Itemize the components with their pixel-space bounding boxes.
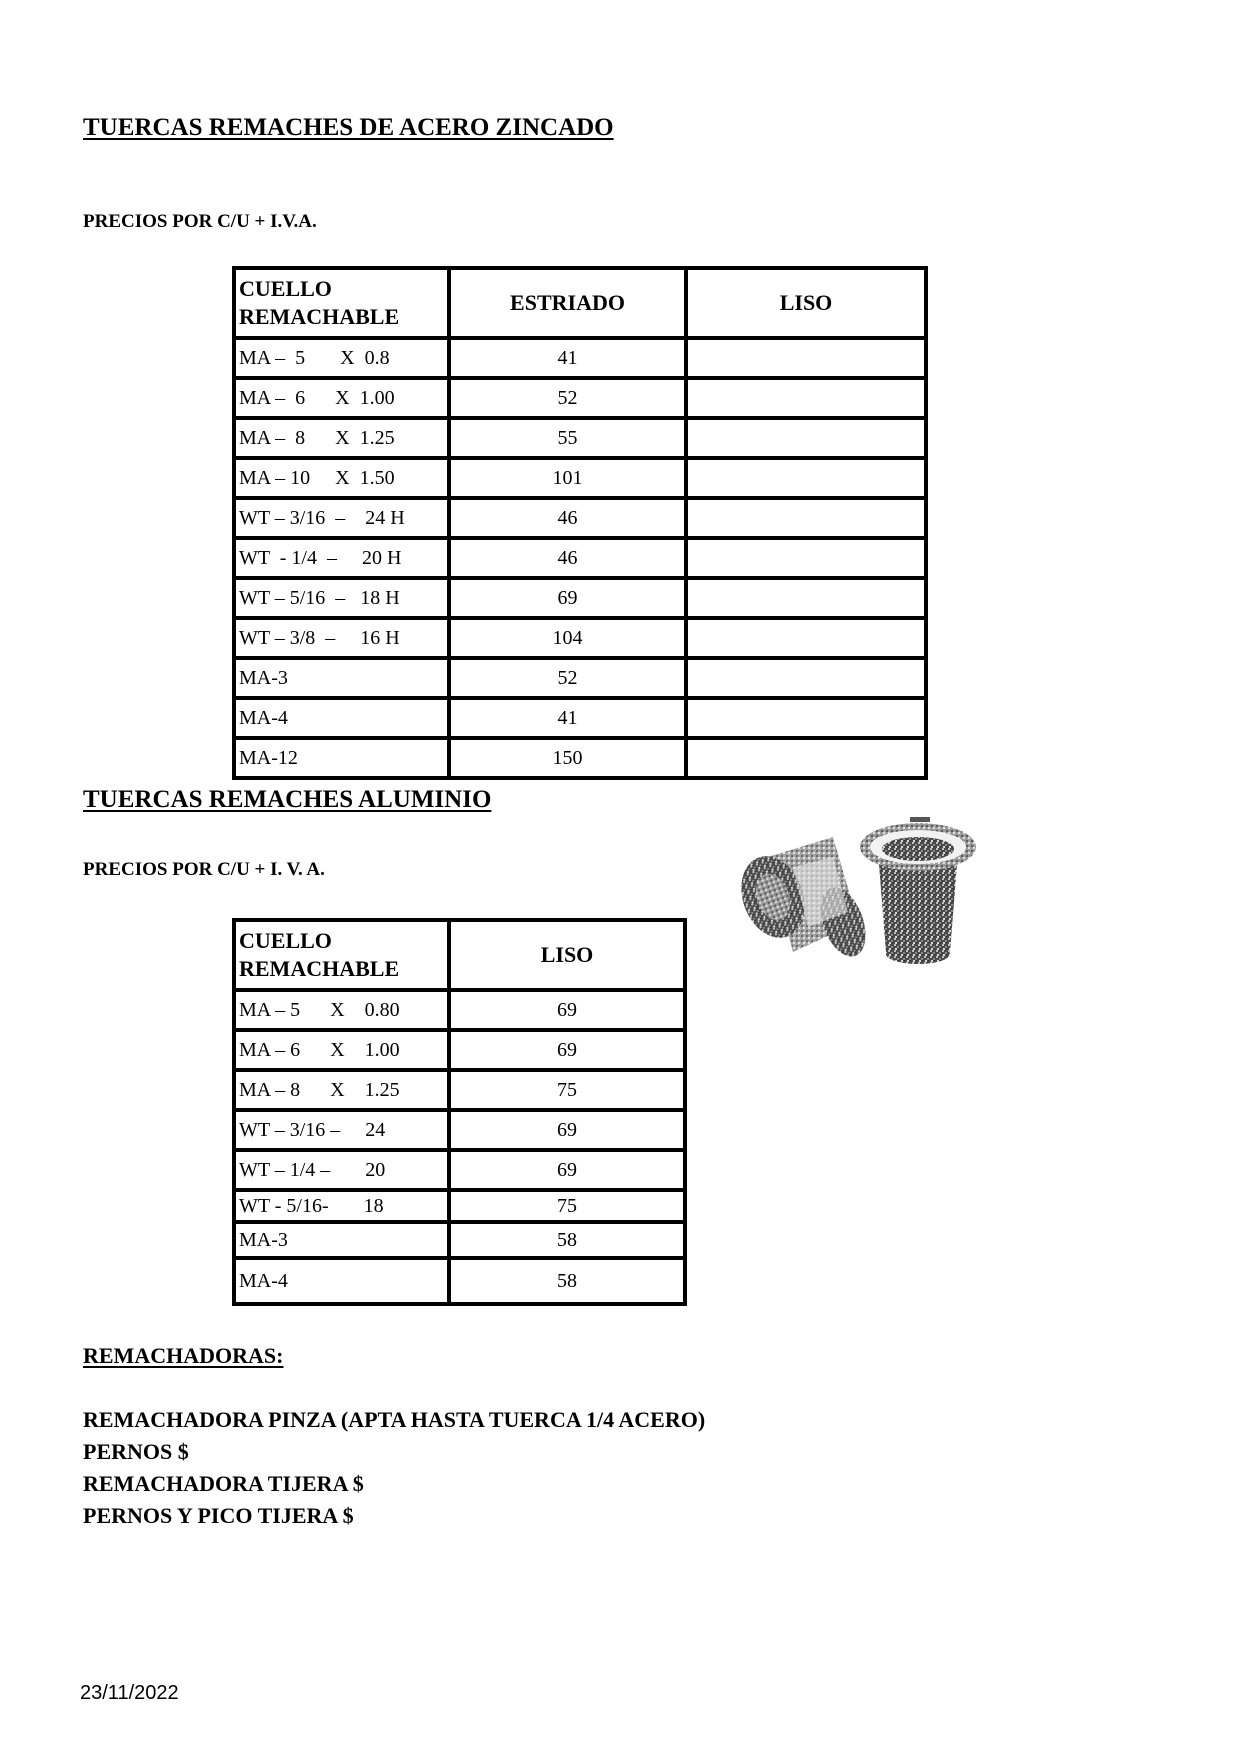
row-liso: [686, 538, 926, 578]
table-row: [234, 1030, 685, 1070]
aluminium-price-note: PRECIOS POR C/U + I. V. A.: [83, 859, 325, 880]
table-row: [234, 1258, 685, 1304]
table-row: [234, 990, 685, 1030]
table-row: [234, 618, 926, 658]
row-liso: 75: [449, 1190, 685, 1222]
row-estriado: 69: [449, 578, 686, 618]
row-name: MA-3: [234, 1222, 449, 1258]
row-name: WT – 1/4 – 20: [234, 1150, 449, 1190]
table-row: [234, 1070, 685, 1110]
row-liso: 69: [449, 1110, 685, 1150]
row-name: WT – 3/16 – 24: [234, 1110, 449, 1150]
table-row: [234, 578, 926, 618]
row-name: MA-4: [234, 698, 449, 738]
row-name: MA – 6 X 1.00: [234, 378, 449, 418]
row-name: WT – 3/8 – 16 H: [234, 618, 449, 658]
row-estriado: 41: [449, 698, 686, 738]
row-liso: 69: [449, 990, 685, 1030]
row-estriado: 46: [449, 498, 686, 538]
table-row: [234, 458, 926, 498]
row-liso: [686, 498, 926, 538]
row-liso: 58: [449, 1222, 685, 1258]
row-liso: 58: [449, 1258, 685, 1304]
row-liso: 75: [449, 1070, 685, 1110]
header-cuello: CUELLO REMACHABLE: [234, 920, 449, 990]
row-estriado: 46: [449, 538, 686, 578]
row-name: WT – 5/16 – 18 H: [234, 578, 449, 618]
steel-price-note: PRECIOS POR C/U + I.V.A.: [83, 211, 317, 232]
riveter-line: REMACHADORA PINZA (APTA HASTA TUERCA 1/4 ACERO): [83, 1407, 706, 1432]
header-liso: LISO: [449, 920, 685, 990]
table-row: [234, 418, 926, 458]
row-liso: [686, 338, 926, 378]
row-name: MA-12: [234, 738, 449, 778]
table-row: [234, 1150, 685, 1190]
steel-price-table: [232, 266, 928, 780]
row-estriado: 101: [449, 458, 686, 498]
row-estriado: 104: [449, 618, 686, 658]
row-estriado: 55: [449, 418, 686, 458]
row-estriado: 41: [449, 338, 686, 378]
header-cuello: CUELLO REMACHABLE: [234, 268, 449, 338]
row-liso: [686, 458, 926, 498]
riveter-line: REMACHADORA TIJERA $: [83, 1471, 364, 1496]
table-row: [234, 1222, 685, 1258]
row-name: WT - 1/4 – 20 H: [234, 538, 449, 578]
row-estriado: 52: [449, 378, 686, 418]
steel-section-title: TUERCAS REMACHES DE ACERO ZINCADO: [83, 114, 614, 141]
row-name: MA – 5 X 0.8: [234, 338, 449, 378]
table-row: [234, 538, 926, 578]
row-estriado: 150: [449, 738, 686, 778]
row-liso: [686, 618, 926, 658]
row-liso: 69: [449, 1150, 685, 1190]
row-liso: [686, 378, 926, 418]
footer-date: 23/11/2022: [80, 1682, 179, 1704]
riveters-title: REMACHADORAS:: [83, 1343, 284, 1368]
row-name: MA-4: [234, 1258, 449, 1304]
aluminium-price-table: [232, 918, 687, 1306]
row-liso: [686, 698, 926, 738]
rivet-nuts-photo-icon: [738, 812, 988, 987]
row-liso: 69: [449, 1030, 685, 1070]
table-row: [234, 378, 926, 418]
row-liso: [686, 738, 926, 778]
row-liso: [686, 578, 926, 618]
table-row: [234, 658, 926, 698]
row-estriado: 52: [449, 658, 686, 698]
row-name: MA – 5 X 0.80: [234, 990, 449, 1030]
table-row: [234, 1190, 685, 1222]
table-row: [234, 738, 926, 778]
riveter-line: PERNOS $: [83, 1439, 189, 1464]
row-name: WT – 3/16 – 24 H: [234, 498, 449, 538]
table-row: [234, 498, 926, 538]
row-name: WT - 5/16- 18: [234, 1190, 449, 1222]
aluminium-section-title: TUERCAS REMACHES ALUMINIO: [83, 786, 492, 813]
table-header-row: [234, 920, 685, 990]
row-name: MA – 6 X 1.00: [234, 1030, 449, 1070]
table-header-row: [234, 268, 926, 338]
row-liso: [686, 658, 926, 698]
header-liso: LISO: [686, 268, 926, 338]
row-name: MA – 8 X 1.25: [234, 418, 449, 458]
row-name: MA-3: [234, 658, 449, 698]
table-row: [234, 1110, 685, 1150]
row-name: MA – 10 X 1.50: [234, 458, 449, 498]
table-row: [234, 338, 926, 378]
riveter-line: PERNOS Y PICO TIJERA $: [83, 1503, 354, 1528]
header-estriado: ESTRIADO: [449, 268, 686, 338]
row-name: MA – 8 X 1.25: [234, 1070, 449, 1110]
row-liso: [686, 418, 926, 458]
table-row: [234, 698, 926, 738]
